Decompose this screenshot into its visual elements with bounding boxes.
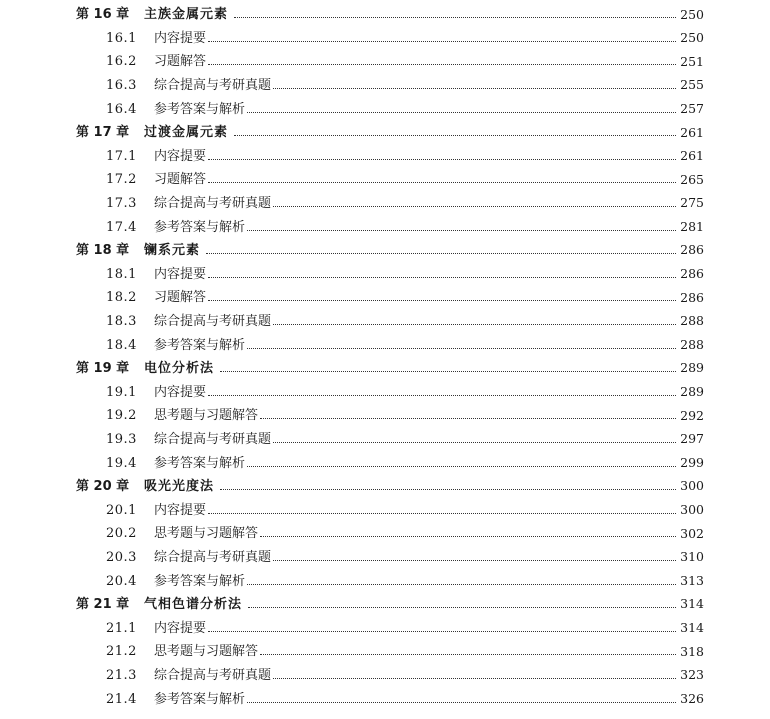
toc-section-16-3[interactable] (76, 74, 704, 98)
dot-leader (273, 442, 676, 443)
chapter-page: 286 (680, 242, 704, 258)
section-title: 参考答案与解析 (154, 337, 246, 353)
dot-leader (208, 513, 676, 514)
toc-section-18-1[interactable] (76, 263, 704, 287)
dot-leader (260, 536, 676, 537)
section-title: 综合提高与考研真题 (154, 78, 272, 94)
chapter-number: 第 19 章 (76, 361, 130, 377)
chapter-number: 第 20 章 (76, 479, 130, 495)
toc-chapter-16[interactable] (76, 3, 704, 27)
dot-leader (220, 489, 676, 490)
toc-section-21-3[interactable] (76, 664, 704, 688)
dot-leader (208, 159, 676, 160)
section-title: 内容提要 (154, 266, 207, 282)
dot-leader (247, 348, 676, 349)
dot-leader (273, 206, 676, 207)
toc-section-19-3[interactable] (76, 428, 704, 452)
section-page: 286 (680, 289, 704, 305)
toc-section-21-1[interactable] (76, 616, 704, 640)
toc-section-20-1[interactable] (76, 498, 704, 522)
section-number: 21.1 (106, 620, 137, 636)
section-title: 综合提高与考研真题 (154, 314, 272, 330)
section-title: 习题解答 (154, 290, 207, 306)
chapter-title: 气相色谱分析法 (144, 597, 243, 613)
table-of-contents (76, 3, 704, 711)
section-number: 17.2 (106, 172, 137, 188)
section-page: 326 (680, 690, 704, 706)
toc-chapter-21[interactable] (76, 593, 704, 617)
section-page: 323 (680, 667, 704, 683)
dot-leader (273, 88, 676, 89)
toc-section-18-4[interactable] (76, 333, 704, 357)
toc-section-20-3[interactable] (76, 546, 704, 570)
section-number: 21.2 (106, 644, 137, 660)
toc-section-21-4[interactable] (76, 687, 704, 711)
section-number: 18.2 (106, 290, 137, 306)
toc-section-20-4[interactable] (76, 569, 704, 593)
section-number: 17.4 (106, 219, 137, 235)
section-title: 思考题与习题解答 (154, 644, 259, 660)
section-number: 17.3 (106, 196, 137, 212)
chapter-page: 289 (680, 360, 704, 376)
section-page: 299 (680, 454, 704, 470)
dot-leader (208, 182, 676, 183)
section-number: 19.4 (106, 455, 137, 471)
section-title: 内容提要 (154, 148, 207, 164)
section-number: 16.2 (106, 54, 137, 70)
section-page: 300 (680, 502, 704, 518)
section-page: 292 (680, 407, 704, 423)
dot-leader (247, 230, 676, 231)
section-number: 20.2 (106, 526, 137, 542)
section-page: 281 (680, 218, 704, 234)
section-page: 265 (680, 171, 704, 187)
dot-leader (260, 418, 676, 419)
chapter-title: 电位分析法 (144, 361, 215, 377)
dot-leader (208, 277, 676, 278)
chapter-page: 314 (680, 596, 704, 612)
section-page: 261 (680, 148, 704, 164)
section-number: 18.1 (106, 266, 137, 282)
section-page: 288 (680, 313, 704, 329)
section-page: 288 (680, 336, 704, 352)
section-title: 内容提要 (154, 502, 207, 518)
section-title: 参考答案与解析 (154, 219, 246, 235)
toc-section-16-1[interactable] (76, 27, 704, 51)
section-title: 内容提要 (154, 620, 207, 636)
dot-leader (234, 17, 676, 18)
section-page: 297 (680, 431, 704, 447)
section-page: 310 (680, 549, 704, 565)
section-number: 21.3 (106, 667, 137, 683)
section-page: 255 (680, 77, 704, 93)
section-page: 314 (680, 619, 704, 635)
toc-chapter-19[interactable] (76, 357, 704, 381)
section-title: 思考题与习题解答 (154, 408, 259, 424)
dot-leader (208, 395, 676, 396)
section-title: 习题解答 (154, 54, 207, 70)
dot-leader (247, 112, 676, 113)
section-number: 17.1 (106, 148, 137, 164)
section-page: 318 (680, 643, 704, 659)
chapter-number: 第 18 章 (76, 243, 130, 259)
dot-leader (208, 300, 676, 301)
toc-section-19-4[interactable] (76, 451, 704, 475)
section-number: 16.1 (106, 30, 137, 46)
section-number: 19.3 (106, 431, 137, 447)
section-number: 20.4 (106, 573, 137, 589)
toc-section-17-1[interactable] (76, 145, 704, 169)
section-page: 257 (680, 100, 704, 116)
chapter-number: 第 17 章 (76, 125, 130, 141)
chapter-page: 261 (680, 124, 704, 140)
section-number: 16.3 (106, 78, 137, 94)
toc-section-18-2[interactable] (76, 286, 704, 310)
section-title: 内容提要 (154, 384, 207, 400)
section-title: 综合提高与考研真题 (154, 667, 272, 683)
section-title: 参考答案与解析 (154, 101, 246, 117)
dot-leader (206, 253, 676, 254)
section-title: 参考答案与解析 (154, 455, 246, 471)
section-title: 综合提高与考研真题 (154, 431, 272, 447)
section-title: 综合提高与考研真题 (154, 549, 272, 565)
dot-leader (220, 371, 676, 372)
toc-section-17-2[interactable] (76, 168, 704, 192)
toc-section-20-2[interactable] (76, 522, 704, 546)
chapter-number: 第 16 章 (76, 7, 130, 23)
chapter-title: 吸光光度法 (144, 479, 215, 495)
section-page: 313 (680, 572, 704, 588)
dot-leader (234, 135, 676, 136)
section-title: 综合提高与考研真题 (154, 196, 272, 212)
dot-leader (208, 64, 676, 65)
dot-leader (208, 631, 676, 632)
chapter-title: 主族金属元素 (144, 7, 229, 23)
toc-section-16-2[interactable] (76, 50, 704, 74)
chapter-page: 300 (680, 478, 704, 494)
section-title: 思考题与习题解答 (154, 526, 259, 542)
toc-section-19-2[interactable] (76, 404, 704, 428)
dot-leader (273, 678, 676, 679)
dot-leader (273, 324, 676, 325)
toc-section-16-4[interactable] (76, 97, 704, 121)
section-page: 286 (680, 266, 704, 282)
chapter-title: 过渡金属元素 (144, 125, 229, 141)
section-title: 内容提要 (154, 30, 207, 46)
dot-leader (248, 607, 676, 608)
dot-leader (208, 41, 676, 42)
chapter-number: 第 21 章 (76, 597, 130, 613)
section-number: 19.2 (106, 408, 137, 424)
dot-leader (247, 466, 676, 467)
toc-chapter-18[interactable] (76, 239, 704, 263)
toc-section-18-3[interactable] (76, 310, 704, 334)
section-number: 16.4 (106, 101, 137, 117)
section-number: 20.3 (106, 549, 137, 565)
section-title: 参考答案与解析 (154, 691, 246, 707)
chapter-page: 250 (680, 6, 704, 22)
section-page: 275 (680, 195, 704, 211)
section-page: 250 (680, 30, 704, 46)
section-number: 21.4 (106, 691, 137, 707)
section-number: 20.1 (106, 502, 137, 518)
section-page: 302 (680, 525, 704, 541)
dot-leader (247, 702, 676, 703)
section-number: 18.3 (106, 314, 137, 330)
dot-leader (247, 584, 676, 585)
dot-leader (260, 654, 676, 655)
toc-chapter-17[interactable] (76, 121, 704, 145)
section-page: 289 (680, 384, 704, 400)
section-number: 18.4 (106, 337, 137, 353)
toc-chapter-20[interactable] (76, 475, 704, 499)
toc-section-21-2[interactable] (76, 640, 704, 664)
section-title: 参考答案与解析 (154, 573, 246, 589)
section-page: 251 (680, 53, 704, 69)
dot-leader (273, 560, 676, 561)
toc-section-19-1[interactable] (76, 381, 704, 405)
section-number: 19.1 (106, 384, 137, 400)
toc-section-17-4[interactable] (76, 215, 704, 239)
toc-section-17-3[interactable] (76, 192, 704, 216)
section-title: 习题解答 (154, 172, 207, 188)
chapter-title: 镧系元素 (144, 243, 201, 259)
